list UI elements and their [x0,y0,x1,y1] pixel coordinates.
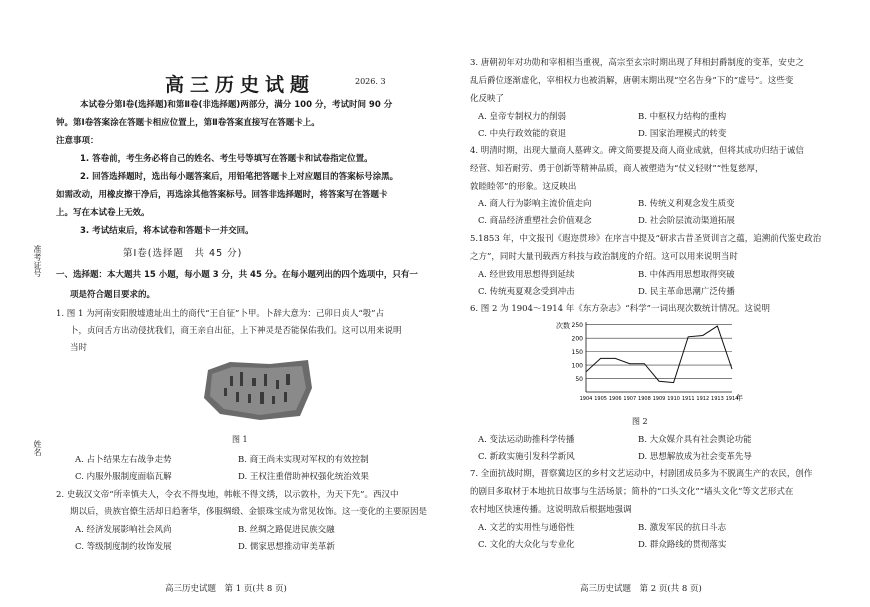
notice-2c: 上。写在本试卷上无效。 [56,208,150,218]
q6-option-c[interactable]: C. 新政实施引发科学新风 [478,452,575,462]
q7-option-b[interactable]: B. 激发军民的抗日斗志 [638,523,727,533]
q7-line-3: 农村地区快速传播。这说明敌后根据地强调 [470,505,632,515]
chart-x-tick-label: 1907 [623,396,637,402]
q2-line-1: 2. 史载汉文帝“所幸慎夫人，令衣不得曳地，帏帐不得文绣，以示敦朴，为天下先”。西汉中 [56,490,399,500]
chart-x-tick-label: 1912 [696,396,710,402]
q7-option-d[interactable]: D. 群众路线的贯彻落实 [638,540,727,550]
section-title: 第Ⅰ卷(选择题 共 45 分) [123,248,243,259]
chart-x-tick-label: 1904 [579,396,593,402]
q6-option-d[interactable]: D. 思想解放成为社会变革先导 [638,452,752,462]
notice-2b: 如需改动，用橡皮擦干净后，再选涂其他答案标号。回答非选择题时，将答案写在答题卡 [56,190,388,200]
chart-grid [586,325,732,379]
q7-line-1: 7. 全面抗战时期，晋察冀边区的乡村文艺运动中，村剧团成员多为不脱离生产的农民，创作 [470,469,813,479]
q3-line-3: 化反映了 [470,94,505,104]
chart-x-tick-label: 1905 [594,396,607,402]
q5-option-b[interactable]: B. 中体西用思想取得突破 [638,270,735,280]
notice-3: 3. 考试结束后，将本试卷和答题卡一并交回。 [80,226,254,236]
notice-title: 注意事项： [56,136,99,146]
figure-2-chart [556,318,746,410]
q4-line-3: 敦睦睦邻”的形象。这反映出 [470,182,577,192]
intro-line-1: 本试卷分第Ⅰ卷(选择题)和第Ⅱ卷(非选择题)两部分，满分 100 分，考试时间 90 分 [80,100,393,110]
q7-option-c[interactable]: C. 文化的大众化与专业化 [478,540,575,550]
q1-option-d[interactable]: D. 王权注重借助神权强化统治效果 [238,472,369,482]
chart-y-tick-label: 250 [571,322,583,330]
q3-option-d[interactable]: D. 国家治理模式的转变 [638,129,727,139]
chart-x-tick-labels [580,396,739,402]
intro-line-2: 钟。第Ⅰ卷答案涂在答题卡相应位置上，第Ⅱ卷答案直接写在答题卡上。 [56,118,320,128]
chart-y-tick-label: 50 [575,376,583,384]
q1-option-c[interactable]: C. 内服外服制度面临瓦解 [75,472,172,482]
q6-option-b[interactable]: B. 大众媒介具有社会舆论功能 [638,435,752,445]
oracle-bone-image [200,358,315,423]
q3-line-2: 乱后爵位逐渐虚化，宰相权力也被消解，唐朝末期出现“空名告身”下的“虚号”。这些变 [470,76,794,86]
chart-y-axis-label: 次数 [556,322,570,330]
q2-option-b[interactable]: B. 丝绸之路促进民族交融 [238,525,335,535]
q1-option-a[interactable]: A. 占卜结果左右战争走势 [75,455,172,465]
section-instr-1: 一、选择题：本大题共 15 小题，每小题 3 分，共 45 分。在每小题列出的四个选项中，只有一 [56,270,418,280]
q4-option-c[interactable]: C. 商品经济重塑社会价值观念 [478,216,592,226]
footer-left: 高三历史试题 第 1 页(共 8 页) [165,584,287,594]
q2-option-a[interactable]: A. 经济发展影响社会风尚 [75,525,172,535]
q5-line-1: 5.1853 年，中文报刊《遐迩贯珍》在序言中提及“研求古昔圣贤训言之蕴，追溯前代鉴史政治 [470,234,822,244]
chart-x-axis-label: 年 [736,394,743,402]
chart-x-tick-label: 1906 [608,396,622,402]
q5-option-d[interactable]: D. 民主革命思潮广泛传播 [638,287,735,297]
q1-option-b[interactable]: B. 商王尚未实现对军权的有效控制 [238,455,369,465]
q5-option-c[interactable]: C. 传统夷夏观念受到冲击 [478,287,575,297]
q2-option-c[interactable]: C. 等级制度制约妆饰发展 [75,542,172,552]
q3-option-b[interactable]: B. 中枢权力结构的重构 [638,112,727,122]
chart-x-tick-label: 1911 [681,396,695,402]
q6-option-a[interactable]: A. 变法运动助推科学传播 [478,435,575,445]
binding-ticket-label: 准考证号 [33,245,42,277]
figure-2-caption: 图 2 [632,417,648,426]
chart-y-tick-label: 150 [571,349,583,357]
chart-y-tick-label: 100 [571,362,583,370]
q5-option-a[interactable]: A. 经世致用思想得到延续 [478,270,575,280]
q3-option-c[interactable]: C. 中央行政效能的衰退 [478,129,567,139]
q4-option-b[interactable]: B. 传统义利观念发生质变 [638,199,735,209]
q5-line-2: 之方”，同时大量刊载西方科技与政治制度的介绍。这可以用来说明当时 [470,252,738,262]
q7-option-a[interactable]: A. 文艺的实用性与通俗性 [478,523,575,533]
q7-line-2: 的剧目多取材于本地抗日故事与生活场景；简朴的“口头文化”“墙头文化”等文艺形式在 [470,487,794,497]
q3-line-1: 3. 唐朝初年对功勋和宰相相当重视，高宗至玄宗时期出现了拜相封爵制度的变革，安史之 [470,58,804,68]
q1-line-1: 1. 图 1 为河南安阳殷墟遗址出土的商代“王自征”卜甲。卜辞大意为：己卯日贞人“彀”占 [56,309,385,319]
notice-2a: 2. 回答选择题时，选出每小题答案后，用铅笔把答题卡上对应题目的答案标号涂黑。 [80,172,399,182]
q2-line-2: 期以后，贵族官僚生活却日趋奢华，侈服绸缎、金银珠宝成为常见妆饰。这一变化的主要原因是 [70,507,428,517]
q4-option-a[interactable]: A. 商人行为影响主流价值走向 [478,199,592,209]
chart-x-tick-label: 1908 [638,396,651,402]
q6-line-1: 6. 图 2 为 1904～1914 年《东方杂志》“科学”一词出现次数统计情况。这说明 [470,304,770,314]
q1-line-2: 卜，贞问舌方出动侵扰我们，商王亲自出征，上下神灵是否能保佑我们。这可以用来说明 [70,326,402,336]
exam-date: 2026. 3 [355,77,386,86]
chart-y-tick-label: 200 [571,335,583,343]
q4-line-2: 经营、知若耐劳、勇于创新等精神品质，商人被塑造为“仗义轻财”“性复慈厚， [470,164,764,174]
chart-series-line [586,326,732,383]
q1-line-3: 当时 [70,343,88,353]
section-instr-2: 项是符合题目要求的。 [70,290,156,300]
q4-line-1: 4. 明清时期，出现大量商人墓碑文。碑文简要提及商人商业成就，但将其成功归结于诚信 [470,146,804,156]
footer-right: 高三历史试题 第 2 页(共 8 页) [580,584,702,594]
notice-1: 1. 答卷前，考生务必将自己的姓名、考生号等填写在答题卡和试卷指定位置。 [80,154,373,164]
chart-x-tick-label: 1914 [725,396,739,402]
binding-name-label: 姓名 [33,440,42,456]
chart-x-tick-label: 1909 [652,396,666,402]
q4-option-d[interactable]: D. 社会阶层流动渠道拓展 [638,216,735,226]
chart-x-tick-label: 1910 [667,396,680,402]
chart-x-tick-label: 1913 [711,396,724,402]
q2-option-d[interactable]: D. 儒家思想推动审美革新 [238,542,335,552]
figure-1-caption: 图 1 [232,435,248,444]
chart-y-tick-labels [572,322,584,383]
q3-option-a[interactable]: A. 皇帝专制权力的削弱 [478,112,567,122]
page-title: 高三历史试题 [165,74,316,96]
